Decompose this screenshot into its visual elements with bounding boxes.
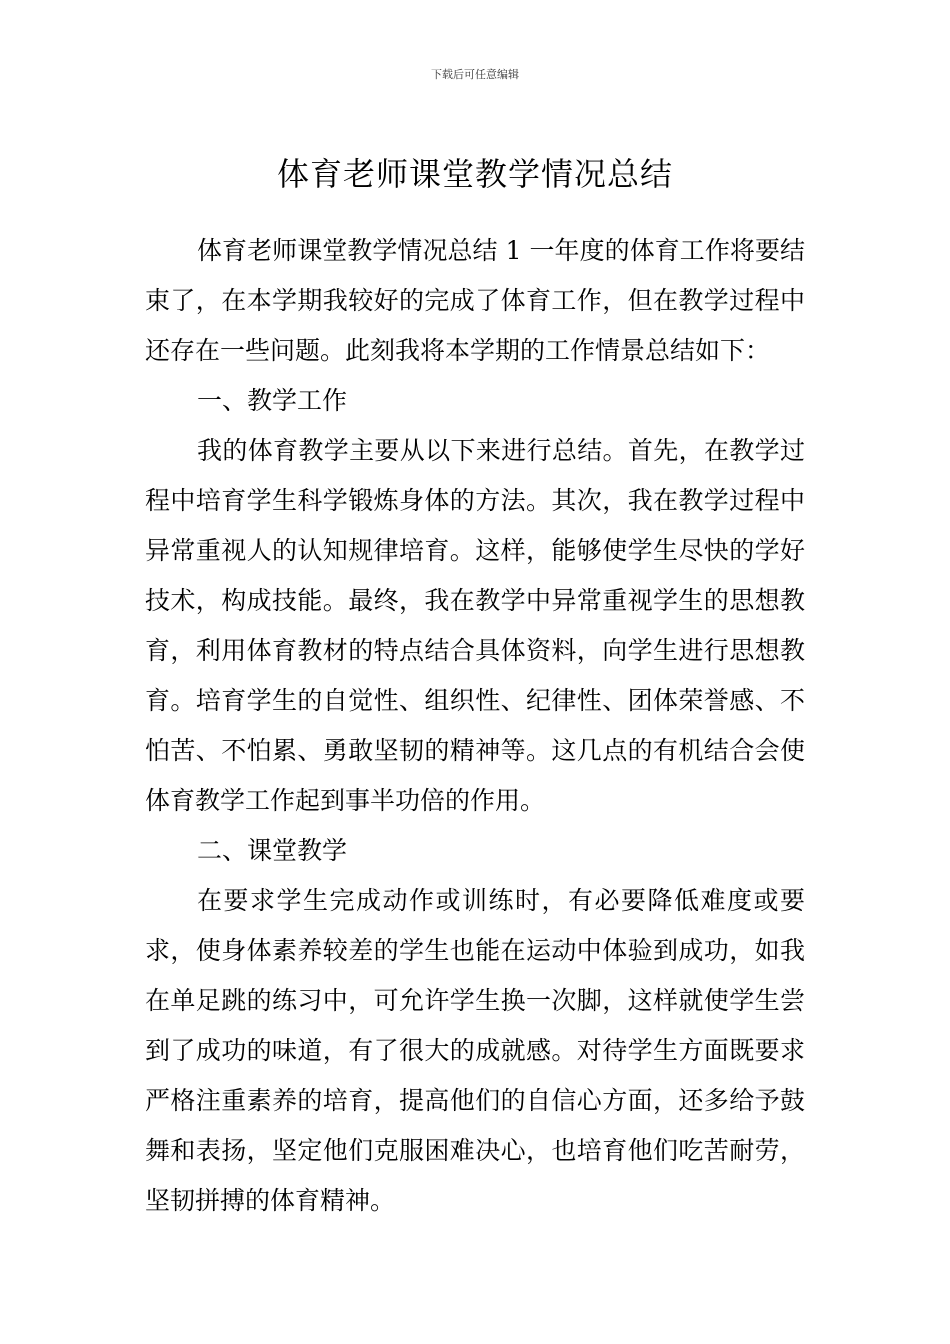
document-body [145, 226, 805, 1226]
document-title: 体育老师课堂教学情况总结 [276, 155, 673, 194]
header-note: 下载后可任意编辑 [431, 68, 519, 81]
section-heading-teaching-work: 一、教学工作 [197, 386, 348, 415]
section-heading-classroom-teaching: 二、课堂教学 [197, 836, 348, 865]
paragraph-intro: 体育老师课堂教学情况总结 1 一年度的体育工作将要结束了，在本学期我较好的完成了体育工作，但在教学过程中还存在一些问题。此刻我将本学期的工作情景总结如下： [145, 236, 805, 365]
paragraph-teaching-work: 我的体育教学主要从以下来进行总结。首先，在教学过程中培育学生科学锻炼身体的方法。其次，我在教学过程中异常重视人的认知规律培育。这样，能够使学生尽快的学好技术，构成技能。最终，我在教学中异常重视学生的思想教育，利用体育教材的特点结合具体资料，向学生进行思想教育。培育学生的自觉性、组织性、纪律性、团体荣誉感、不怕苦、不怕累、勇敢坚韧的精神等。这几点的有机结合会使体育教学工作起到事半功倍的作用。 [145, 436, 805, 815]
paragraph-classroom-teaching: 在要求学生完成动作或训练时，有必要降低难度或要求，使身体素养较差的学生也能在运动中体验到成功，如我在单足跳的练习中，可允许学生换一次脚，这样就使学生尝到了成功的味道，有了很大的成就感。对待学生方面既要求严格注重素养的培育，提高他们的自信心方面，还多给予鼓舞和表扬，坚定他们克服困难决心，也培育他们吃苦耐劳，坚韧拼搏的体育精神。 [145, 886, 805, 1215]
